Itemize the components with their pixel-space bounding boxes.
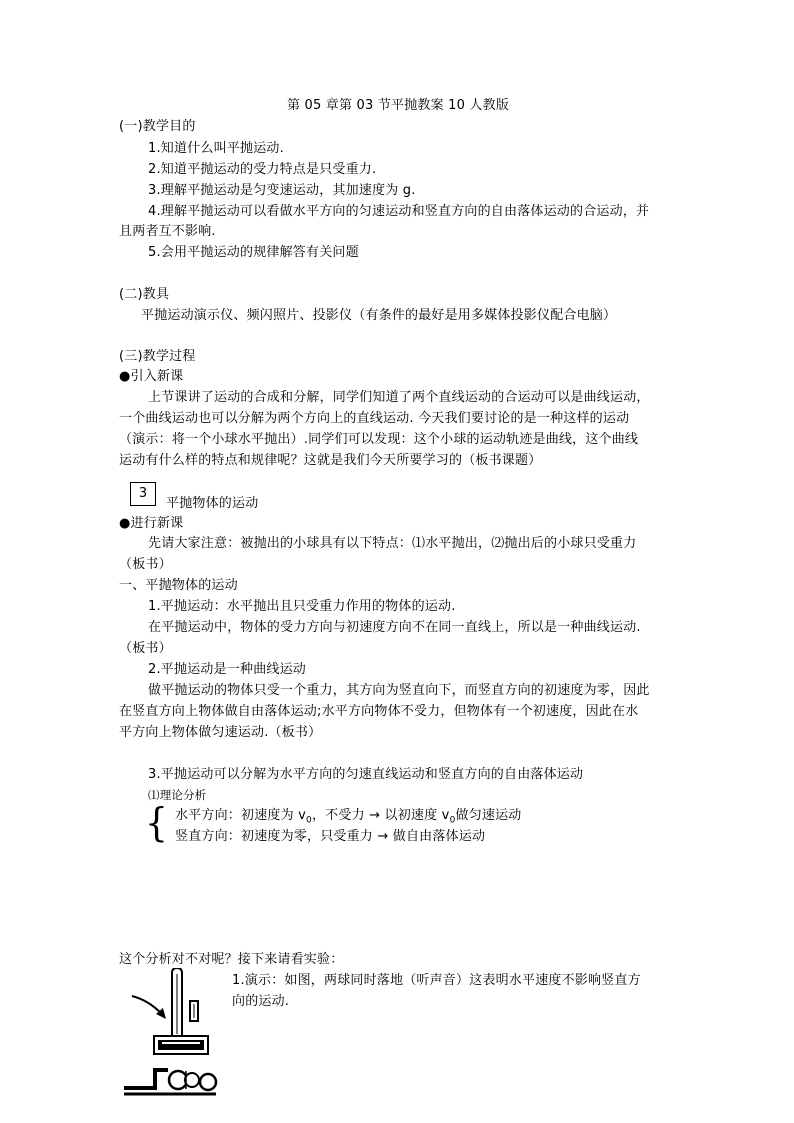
section-heading-objectives: (一)教学目的 — [119, 119, 196, 134]
objective-item: 2.知道平抛运动的受力特点是只受重力. — [148, 162, 377, 177]
part-line: 1.平抛运动：水平抛出且只受重力作用的物体的运动. — [148, 599, 456, 614]
experiment-question: 这个分析对不对呢？接下来请看实验： — [119, 952, 344, 967]
subscript-zero: 0 — [449, 815, 456, 826]
demo-line: 向的运动. — [232, 994, 290, 1009]
part-heading: 一、平抛物体的运动 — [119, 578, 238, 593]
part-line: 做平抛运动的物体只受一个重力，其方向为竖直向下，而竖直方向的初速度为零，因此 — [148, 683, 650, 698]
section-heading-tools: (二)教具 — [119, 287, 170, 302]
objective-item-continued: 且两者互不影响. — [119, 224, 216, 239]
vertical-direction-line: 竖直方向：初速度为零，只受重力 → 做自由落体运动 — [175, 829, 486, 844]
subscript-zero: 0 — [306, 815, 312, 826]
left-brace: { — [145, 800, 168, 846]
part-line: （板书） — [119, 641, 172, 656]
objective-item: 5.会用平抛运动的规律解答有关问题 — [148, 245, 359, 260]
horizontal-text-c: 做匀速运动 — [455, 808, 522, 823]
horizontal-text-a: 水平方向：初速度为 v — [175, 808, 307, 823]
objective-item: 3.理解平抛运动是匀变速运动，其加速度为 g. — [148, 183, 416, 198]
theory-analysis-label: ⑴理论分析 — [148, 788, 207, 802]
new-lesson-line: 先请大家注意：被抛出的小球具有以下特点：⑴水平抛出，⑵抛出后的小球只受重力 — [148, 536, 637, 551]
new-lesson-line: （板书） — [119, 557, 172, 572]
new-lesson-label: ●进行新课 — [119, 516, 184, 531]
decomposition-statement: 3.平抛运动可以分解为水平方向的匀速直线运动和竖直方向的自由落体运动 — [148, 767, 584, 782]
apparatus-figure — [120, 968, 220, 1098]
chapter-number-box: 3 — [130, 482, 156, 506]
section-heading-process: (三)教学过程 — [119, 349, 196, 364]
intro-label: ●引入新课 — [119, 369, 184, 384]
part-line: 平方向上物体做匀速运动.（板书） — [119, 725, 322, 740]
part-line: 2.平抛运动是一种曲线运动 — [148, 662, 307, 677]
intro-line: 上节课讲了运动的合成和分解，同学们知道了两个直线运动的合运动可以是曲线运动， — [148, 390, 650, 405]
document-title: 第 05 章第 03 节平抛教案 10 人教版 — [287, 98, 510, 113]
intro-line: 运动有什么样的特点和规律呢？这就是我们今天所要学习的（板书课题） — [119, 453, 542, 468]
intro-line: （演示：将一个小球水平抛出）.同学们可以发现：这个小球的运动轨迹是曲线，这个曲线 — [119, 432, 639, 447]
part-line: 在竖直方向上物体做自由落体运动;水平方向物体不受力，但物体有一个初速度，因此在水 — [119, 704, 639, 719]
part-line: 在平抛运动中，物体的受力方向与初速度方向不在同一直线上，所以是一种曲线运动. — [148, 620, 641, 635]
intro-line: 一个曲线运动也可以分解为两个方向上的直线运动. 今天我们要讨论的是一种这样的运动 — [119, 411, 630, 426]
objective-item: 1.知道什么叫平抛运动. — [148, 141, 284, 156]
objective-item: 4.理解平抛运动可以看做水平方向的匀速运动和竖直方向的自由落体运动的合运动，并 — [148, 204, 650, 219]
demo-line: 1.演示：如图，两球同时落地（听声音）这表明水平速度不影响竖直方 — [232, 973, 641, 988]
horizontal-text-b: ，不受力 → 以初速度 v — [311, 808, 450, 823]
lesson-topic-title: 平抛物体的运动 — [166, 496, 259, 511]
tools-text: 平抛运动演示仪、频闪照片、投影仪（有条件的最好是用多媒体投影仪配合电脑） — [141, 308, 617, 323]
